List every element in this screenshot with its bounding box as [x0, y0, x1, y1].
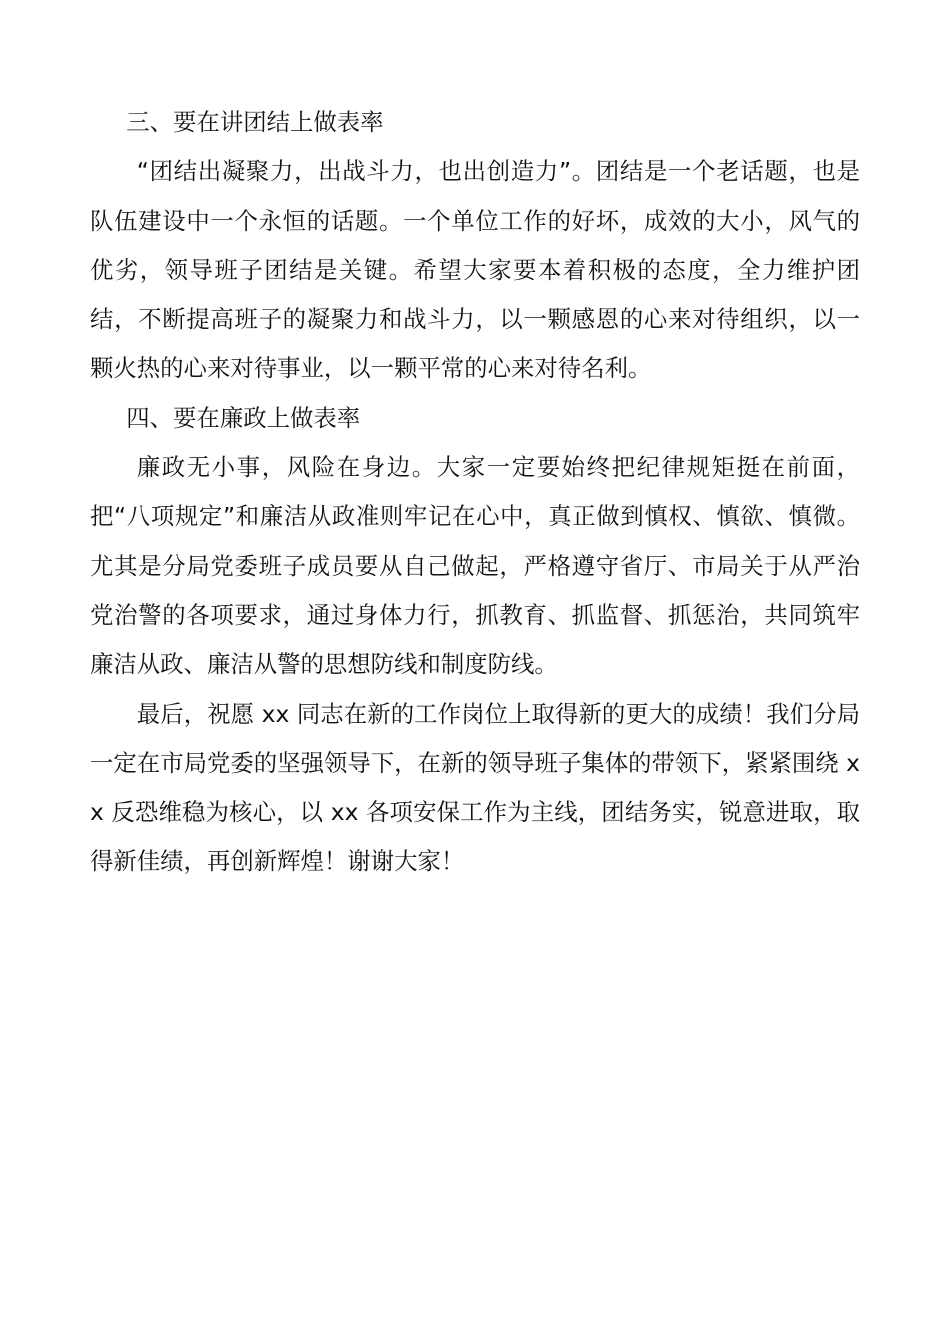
section-heading-unity: 三、要在讲团结上做表率 — [126, 108, 384, 136]
section-heading-integrity: 四、要在廉政上做表率 — [126, 403, 361, 432]
document-body — [90, 98, 860, 887]
paragraph-integrity: 廉政无小事，风险在身边。大家一定要始终把纪律规矩挺在前面，把“八项规定”和廉洁从政准则牢记在心中，真正做到慎权、慎欲、慎微。尤其是分局党委班子成员要从自己做起，严格遵守省厅、市局关于从严治党治警的各项要求，通过身体力行，抓教育、抓监督、抓惩治，共同筑牢廉洁从政、廉洁从警的思想防线和制度防线。 — [90, 453, 860, 679]
paragraph-unity: “团结出凝聚力，出战斗力，也出创造力”。团结是一个老话题，也是队伍建设中一个永恒的话题。一个单位工作的好坏，成效的大小，风气的优劣，领导班子团结是关键。希望大家要本着积极的态度，全力维护团结，不断提高班子的凝聚力和战斗力，以一颗感恩的心来对待组织，以一颗火热的心来对待事业，以一颗平常的心来对待名利。 — [90, 157, 860, 383]
paragraph-closing: 最后，祝愿 xx 同志在新的工作岗位上取得新的更大的成绩！我们分局一定在市局党委的坚强领导下，在新的领导班子集体的带领下，紧紧围绕 xx 反恐维稳为核心，以 xx 各项安保工作为主线，团结务实，锐意进取，取得新佳绩，再创新辉煌！谢谢大家！ — [90, 699, 860, 876]
